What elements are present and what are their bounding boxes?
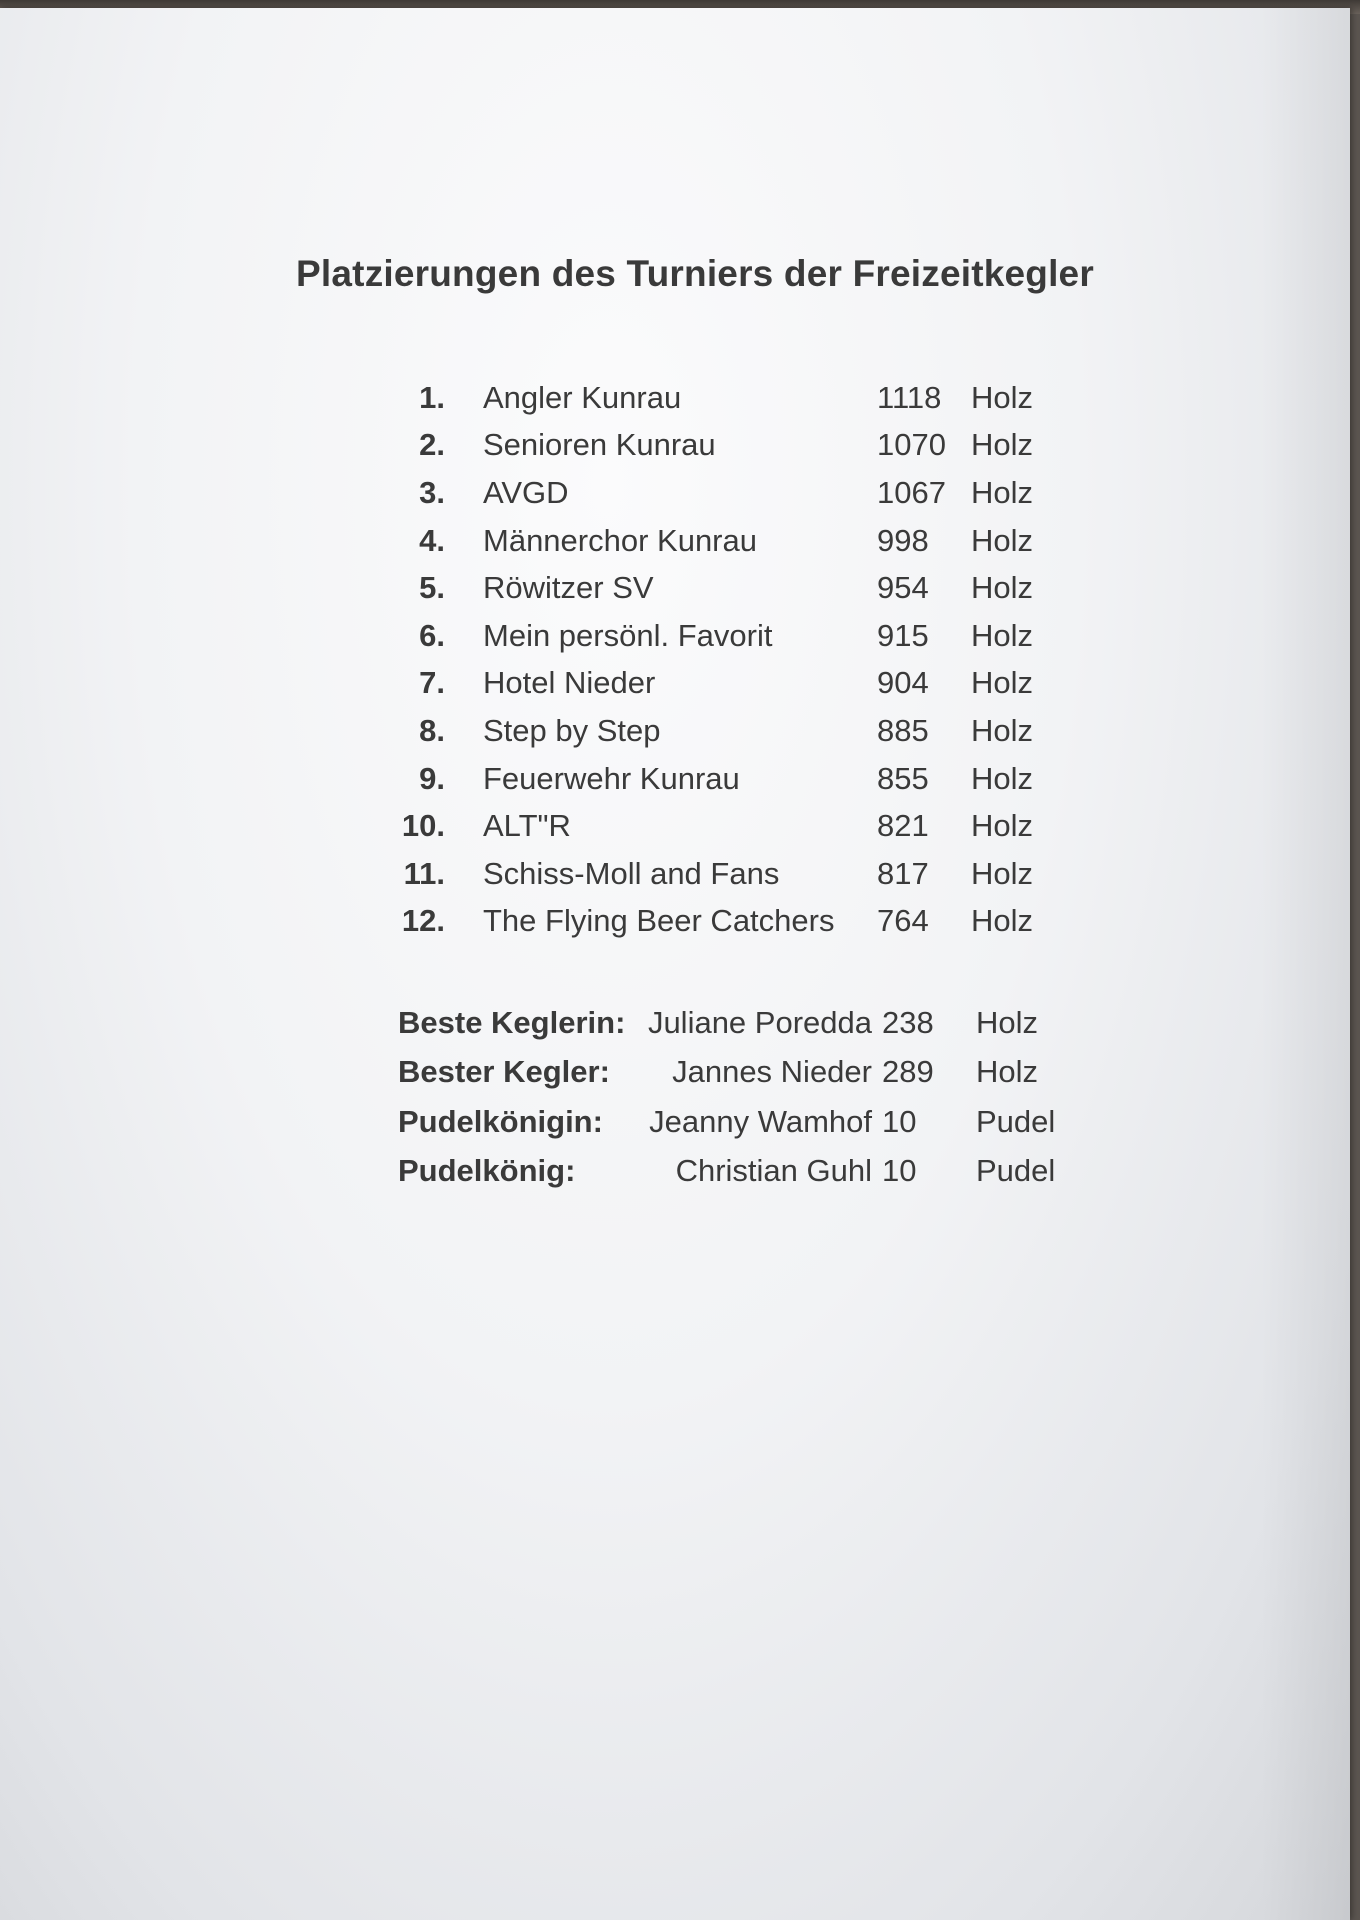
team-name: Mein persönl. Favorit (483, 617, 773, 653)
score-unit: Holz (971, 427, 1034, 463)
score-value: 885 (877, 712, 929, 748)
team-name: AVGD (483, 474, 569, 510)
score-value: 1070 (877, 427, 946, 463)
rankings-table (395, 374, 1061, 945)
score-value: 904 (877, 665, 929, 701)
team-name: Angler Kunrau (483, 379, 682, 415)
rank-number: 4. (419, 522, 445, 558)
score-unit: Holz (971, 903, 1034, 939)
table-row (395, 612, 1061, 660)
award-score: 10 (882, 1103, 917, 1139)
table-row (395, 517, 1061, 565)
table-row (395, 564, 1061, 612)
award-label: Beste Keglerin: (398, 1004, 626, 1040)
score-value: 1067 (877, 474, 946, 510)
score-unit: Holz (971, 379, 1034, 415)
score-value: 915 (877, 617, 929, 653)
rank-number: 10. (401, 808, 445, 844)
rank-number: 8. (419, 712, 445, 748)
table-row (395, 802, 1061, 850)
award-score: 238 (882, 1004, 934, 1040)
award-row (398, 1048, 1076, 1098)
score-unit: Holz (971, 570, 1034, 606)
award-score: 289 (882, 1054, 934, 1090)
award-label: Pudelkönigin: (398, 1103, 603, 1139)
score-value: 855 (877, 760, 929, 796)
award-person: Jannes Nieder (672, 1054, 872, 1090)
score-value: 1118 (877, 379, 942, 415)
score-value: 817 (877, 855, 929, 891)
score-value: 954 (877, 570, 929, 606)
rank-number: 3. (419, 474, 445, 510)
rank-number: 7. (419, 665, 445, 701)
rank-number: 5. (419, 570, 445, 606)
team-name: Röwitzer SV (483, 570, 654, 606)
award-person: Christian Guhl (675, 1153, 872, 1189)
table-row (395, 469, 1061, 517)
team-name: Hotel Nieder (483, 665, 656, 701)
table-row (395, 755, 1061, 803)
award-label: Bester Kegler: (398, 1054, 610, 1090)
document-title: Platzierungen des Turniers der Freizeitkegler (296, 253, 1094, 294)
team-name: Schiss-Moll and Fans (483, 855, 780, 891)
score-unit: Holz (971, 808, 1034, 844)
awards-table (398, 998, 1076, 1196)
paper-sheet (0, 8, 1350, 1920)
team-name: Step by Step (483, 712, 661, 748)
rank-number: 1. (419, 379, 445, 415)
award-person: Juliane Poredda (647, 1004, 872, 1040)
score-unit: Holz (971, 855, 1034, 891)
score-value: 998 (877, 522, 929, 558)
team-name: The Flying Beer Catchers (483, 903, 835, 939)
score-value: 764 (877, 903, 929, 939)
score-value: 821 (877, 808, 929, 844)
award-row (398, 1097, 1076, 1147)
award-label: Pudelkönig: (398, 1153, 576, 1189)
award-unit: Pudel (976, 1153, 1056, 1189)
award-row (398, 1147, 1076, 1197)
team-name: Männerchor Kunrau (483, 522, 757, 558)
rank-number: 2. (419, 427, 445, 463)
rank-number: 11. (403, 855, 445, 891)
award-unit: Holz (976, 1054, 1039, 1090)
score-unit: Holz (971, 474, 1034, 510)
award-person: Jeanny Wamhof (649, 1103, 872, 1139)
award-score: 10 (882, 1153, 917, 1189)
team-name: ALT"R (483, 808, 571, 844)
award-unit: Pudel (976, 1103, 1056, 1139)
table-row (395, 660, 1061, 708)
table-row (395, 422, 1061, 470)
rank-number: 6. (419, 617, 445, 653)
score-unit: Holz (971, 712, 1034, 748)
rank-number: 9. (419, 760, 445, 796)
table-row (395, 707, 1061, 755)
award-row (398, 998, 1076, 1048)
score-unit: Holz (971, 760, 1034, 796)
team-name: Senioren Kunrau (483, 427, 716, 463)
table-row (395, 850, 1061, 898)
rank-number: 12. (401, 903, 445, 939)
score-unit: Holz (971, 665, 1034, 701)
award-unit: Holz (976, 1004, 1039, 1040)
table-row (395, 898, 1061, 946)
team-name: Feuerwehr Kunrau (483, 760, 740, 796)
score-unit: Holz (971, 617, 1034, 653)
table-row (395, 374, 1061, 422)
score-unit: Holz (971, 522, 1034, 558)
